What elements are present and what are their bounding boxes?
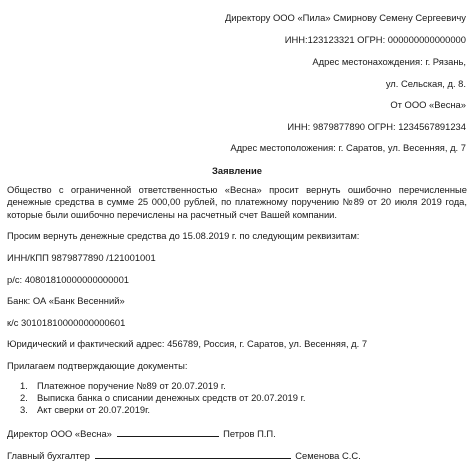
director-label: Директор ООО «Весна» <box>7 428 112 439</box>
accountant-name: Семенова С.С. <box>295 450 361 461</box>
director-signature-row <box>7 427 276 440</box>
recipient-address-line2: ул. Сельская, д. 8. <box>385 78 466 89</box>
attachment-item <box>20 380 226 392</box>
recipient-director: Директору ООО «Пила» Смирнову Семену Сергеевичу <box>224 12 466 23</box>
requisite-inn-kpp: ИНН/КПП 9879877890 /121001001 <box>7 252 156 263</box>
director-signature-line <box>117 427 219 437</box>
requisite-address: Юридический и фактический адрес: 456789, Россия, г. Саратов, ул. Весенняя, д. 7 <box>7 338 368 349</box>
accountant-signature-row <box>7 449 361 462</box>
attachment-text: Платежное поручение №89 от 20.07.2019 г. <box>37 380 226 391</box>
attachment-text: Выписка банка о списании денежных средств от 20.07.2019 г. <box>37 392 306 403</box>
requisite-bank: Банк: ОА «Банк Весенний» <box>7 295 125 306</box>
body-paragraph-2: Просим вернуть денежные средства до 15.08.2019 г. по следующим реквизитам: <box>7 230 360 241</box>
attachment-number: 2. <box>20 392 28 403</box>
body-paragraph-1: Общество с ограниченной ответственностью «Весна» просит вернуть ошибочно перечисленные денежные средства в сумме 25 000,00 рублей, по платежному поручению №89 от 20 июля 2019 года, которые были ошибочно перечислены на расчетный счет Вашей компании. <box>7 184 467 220</box>
director-name: Петров П.П. <box>223 428 276 439</box>
attachment-item <box>20 404 150 416</box>
requisite-corr-account: к/с 30101810000000000601 <box>7 317 126 328</box>
attachment-text: Акт сверки от 20.07.2019г. <box>37 404 150 415</box>
sender-address: Адрес местоположения: г. Саратов, ул. Весенняя, д. 7 <box>230 142 466 153</box>
attachments-intro: Прилагаем подтверждающие документы: <box>7 360 188 371</box>
accountant-signature-line <box>95 449 291 459</box>
attachment-item <box>20 392 305 404</box>
accountant-label: Главный бухгалтер <box>7 450 91 461</box>
requisite-account: р/с: 40801810000000000001 <box>7 274 129 285</box>
sender-company: От ООО «Весна» <box>390 99 466 110</box>
attachment-number: 3. <box>20 404 28 415</box>
document-title: Заявление <box>212 165 262 176</box>
sender-inn: ИНН: 9879877890 ОГРН: 1234567891234 <box>287 121 466 132</box>
attachment-number: 1. <box>20 380 28 391</box>
recipient-inn: ИНН:123123321 ОГРН: 000000000000000 <box>284 34 466 45</box>
recipient-address-line1: Адрес местонахождения: г. Рязань, <box>312 56 466 67</box>
